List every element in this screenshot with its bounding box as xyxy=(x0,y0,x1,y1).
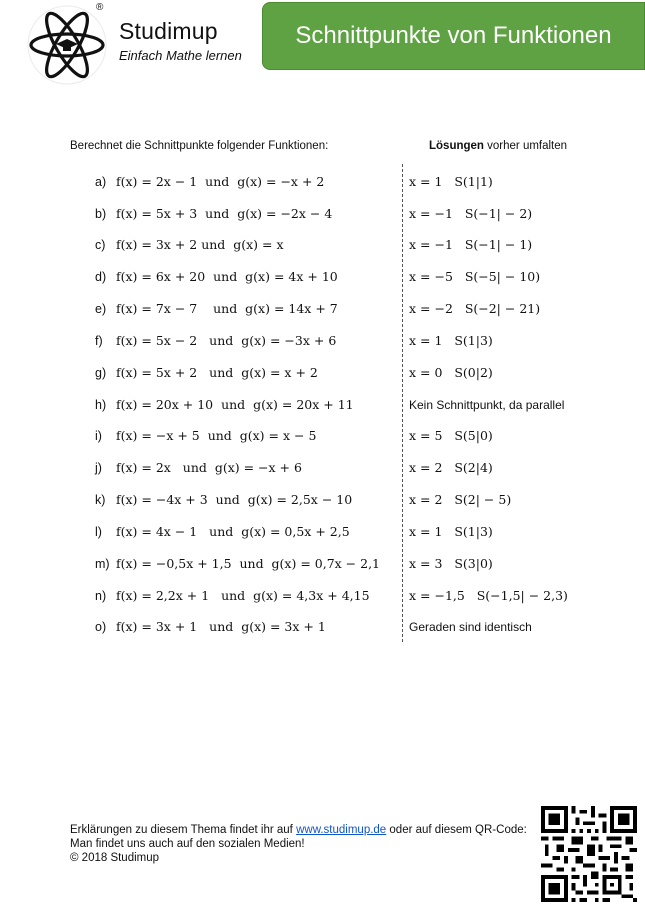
task-label: f) xyxy=(95,334,103,348)
solutions-header-bold: Lösungen xyxy=(429,140,484,152)
solution-text: x = −5 S(−5| − 10) xyxy=(409,269,541,284)
task-label: e) xyxy=(95,302,107,316)
task-expression: f(x) = 3x + 2 und g(x) = x xyxy=(116,237,284,252)
task-row xyxy=(95,301,338,316)
task-row xyxy=(95,237,284,252)
solution-text: x = 3 S(3|0) xyxy=(409,556,493,571)
task-label: m) xyxy=(95,557,110,571)
task-row xyxy=(95,365,318,380)
task-label: i) xyxy=(95,429,102,443)
task-row xyxy=(95,588,370,603)
solution-text: x = −2 S(−2| − 21) xyxy=(409,301,541,316)
task-label: c) xyxy=(95,238,106,252)
task-row xyxy=(95,206,332,221)
page-title: Schnittpunkte von Funktionen xyxy=(295,22,612,49)
task-expression: f(x) = 6x + 20 und g(x) = 4x + 10 xyxy=(116,269,338,284)
task-label: l) xyxy=(95,525,102,539)
task-row xyxy=(95,333,336,348)
footer-text-post: oder auf diesem QR-Code: xyxy=(386,824,527,836)
solution-text: Kein Schnittpunkt, da parallel xyxy=(409,398,565,412)
task-expression: f(x) = 5x + 3 und g(x) = −2x − 4 xyxy=(116,206,333,221)
task-row xyxy=(95,556,380,571)
title-banner xyxy=(262,2,645,70)
task-row xyxy=(95,428,316,443)
task-label: h) xyxy=(95,398,107,412)
solutions-header xyxy=(429,140,567,152)
studimup-atom-logo-icon xyxy=(26,4,108,86)
task-label: d) xyxy=(95,270,107,284)
task-row xyxy=(95,269,338,284)
footer xyxy=(70,823,527,865)
solution-text: x = −1 S(−1| − 1) xyxy=(409,237,533,252)
footer-line-1 xyxy=(70,823,527,837)
solution-text: x = −1 S(−1| − 2) xyxy=(409,206,533,221)
task-expression: f(x) = 4x − 1 und g(x) = 0,5x + 2,5 xyxy=(116,524,350,539)
task-expression: f(x) = −x + 5 und g(x) = x − 5 xyxy=(116,428,317,443)
task-expression: f(x) = −4x + 3 und g(x) = 2,5x − 10 xyxy=(116,492,353,507)
task-row xyxy=(95,524,350,539)
solution-text: x = 5 S(5|0) xyxy=(409,428,493,443)
task-row xyxy=(95,174,324,189)
solutions-header-rest: vorher umfalten xyxy=(483,140,568,152)
task-expression: f(x) = 5x − 2 und g(x) = −3x + 6 xyxy=(116,333,337,348)
task-expression: f(x) = 20x + 10 und g(x) = 20x + 11 xyxy=(116,397,354,412)
solution-text: Geraden sind identisch xyxy=(409,620,532,634)
brand-name: Studimup xyxy=(119,18,218,44)
registered-mark: ® xyxy=(96,2,104,13)
footer-copyright: © 2018 Studimup xyxy=(70,852,160,864)
task-label: b) xyxy=(95,207,107,221)
task-label: g) xyxy=(95,366,107,380)
exercise-instruction: Berechnet die Schnittpunkte folgender Funktionen: xyxy=(70,140,329,152)
brand-tagline: Einfach Mathe lernen xyxy=(119,48,242,63)
task-label: a) xyxy=(95,175,107,189)
task-expression: f(x) = 7x − 7 und g(x) = 14x + 7 xyxy=(116,301,338,316)
task-row xyxy=(95,619,326,634)
fold-divider-line xyxy=(402,164,403,642)
task-row xyxy=(95,397,354,412)
solution-text: x = 1 S(1|3) xyxy=(409,524,493,539)
footer-text-pre: Erklärungen zu diesem Thema findet ihr auf xyxy=(70,824,297,836)
footer-line-2: Man findet uns auch auf den sozialen Medien! xyxy=(70,838,305,850)
task-expression: f(x) = 3x + 1 und g(x) = 3x + 1 xyxy=(116,619,326,634)
qr-code-icon[interactable] xyxy=(541,806,637,902)
task-expression: f(x) = 2,2x + 1 und g(x) = 4,3x + 4,15 xyxy=(116,588,370,603)
solution-text: x = 1 S(1|1) xyxy=(409,174,493,189)
task-label: k) xyxy=(95,493,106,507)
task-row xyxy=(95,460,302,475)
task-expression: f(x) = 2x − 1 und g(x) = −x + 2 xyxy=(116,174,325,189)
solution-text: x = 1 S(1|3) xyxy=(409,333,493,348)
task-expression: f(x) = 5x + 2 und g(x) = x + 2 xyxy=(116,365,318,380)
solution-text: x = 2 S(2|4) xyxy=(409,460,493,475)
task-label: o) xyxy=(95,620,107,634)
solution-text: x = 2 S(2| − 5) xyxy=(409,492,512,507)
task-expression: f(x) = 2x und g(x) = −x + 6 xyxy=(116,460,302,475)
task-label: n) xyxy=(95,589,107,603)
solution-text: x = 0 S(0|2) xyxy=(409,365,493,380)
task-label: j) xyxy=(95,461,102,475)
website-link[interactable]: www.studimup.de xyxy=(296,824,387,836)
solution-text: x = −1,5 S(−1,5| − 2,3) xyxy=(409,588,568,603)
task-expression: f(x) = −0,5x + 1,5 und g(x) = 0,7x − 2,1 xyxy=(116,556,381,571)
task-row xyxy=(95,492,352,507)
